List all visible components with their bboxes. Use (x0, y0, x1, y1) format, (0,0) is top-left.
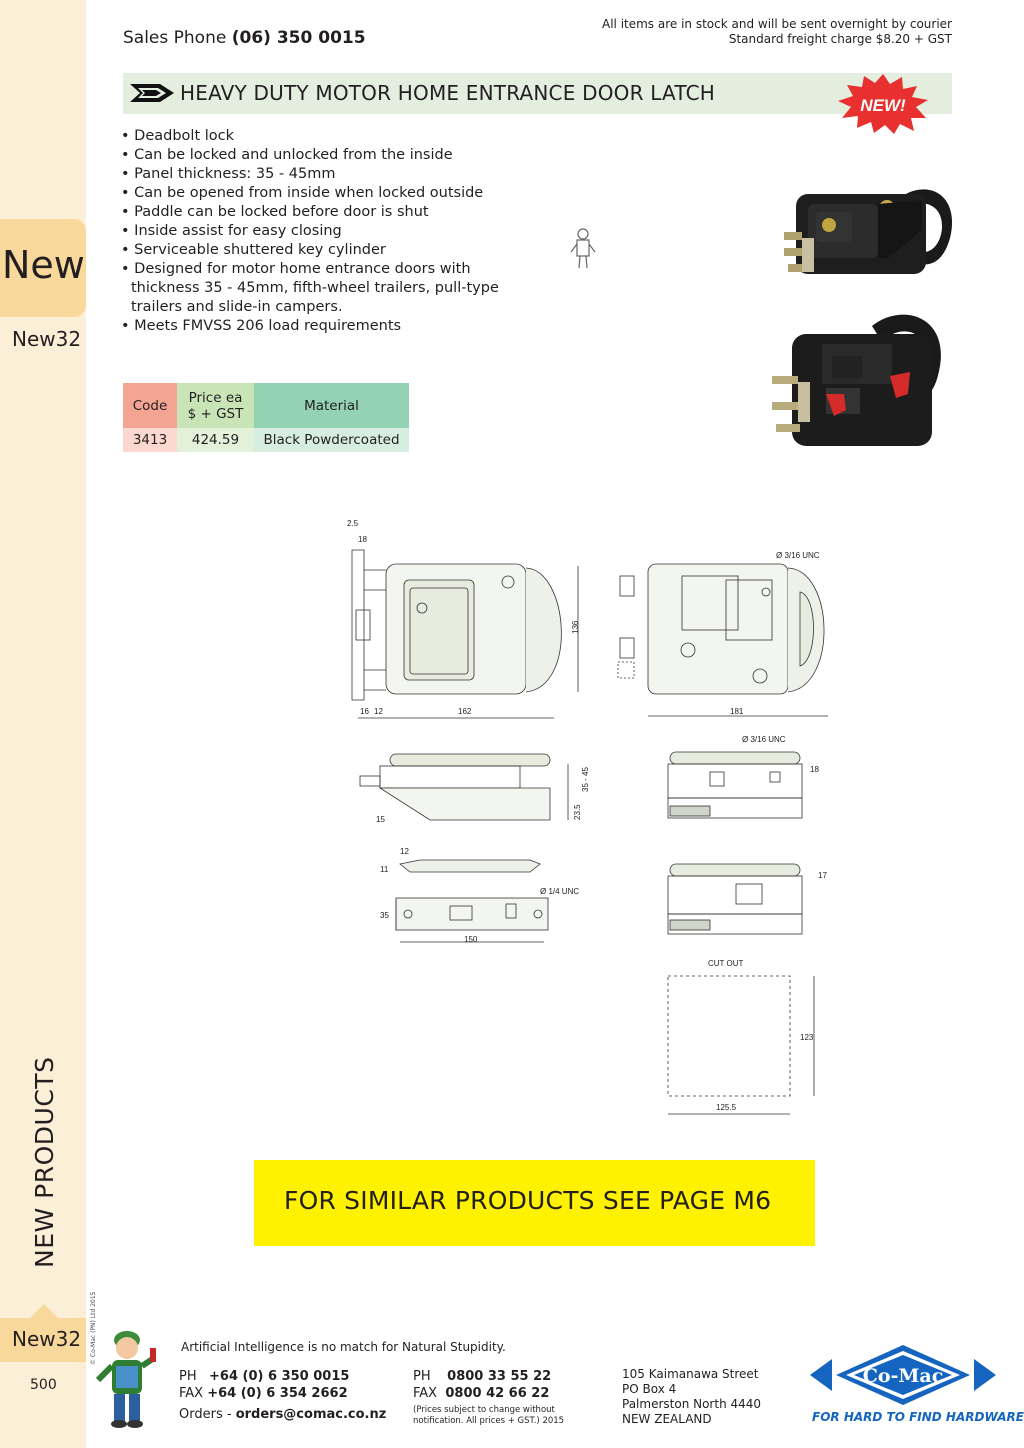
dim-label: 12 (374, 707, 383, 716)
dim-label: 12 (400, 847, 409, 856)
dim-label: 125.5 (716, 1103, 737, 1112)
address-line: PO Box 4 (622, 1382, 677, 1396)
stock-line-1: All items are in stock and will be sent overnight by courier (602, 17, 952, 31)
dim-label: Ø 1/4 UNC (540, 887, 580, 896)
address-line: Palmerston North 4440 (622, 1397, 762, 1411)
feature-item: • Meets FMVSS 206 load requirements (121, 318, 402, 334)
contact-phones (179, 1368, 349, 1402)
stock-line-2: Standard freight charge $8.20 + GST (728, 32, 952, 46)
feature-item: • Designed for motor home entrance doors with (121, 261, 471, 277)
similar-products-text: FOR SIMILAR PRODUCTS SEE PAGE M6 (284, 1186, 772, 1215)
sales-phone-number[interactable]: (06) 350 0015 (231, 28, 366, 48)
feature-item: • Inside assist for easy closing (121, 223, 342, 239)
dim-label: 162 (458, 707, 472, 716)
dim-label: 2.5 (347, 519, 359, 528)
feature-item: • Serviceable shuttered key cylinder (121, 242, 386, 258)
page-code: New32 (12, 327, 82, 351)
feature-item: thickness 35 - 45mm, fifth-wheel trailers, pull-type (131, 280, 499, 296)
table-header-row (123, 383, 409, 428)
logo-text: Co-Mac (862, 1365, 944, 1387)
footer-quote: Artificial Intelligence is no match for Natural Stupidity. (181, 1340, 506, 1354)
header-price-line2: $ + GST (187, 405, 244, 422)
orders-line (179, 1407, 386, 1422)
mascot-icon (92, 1322, 162, 1430)
header-material: Material (254, 383, 409, 428)
fax-number: +64 (0) 6 354 2662 (207, 1386, 348, 1401)
product-photo-back (772, 306, 952, 458)
header-code: Code (123, 383, 177, 428)
dim-label: 150 (464, 935, 478, 944)
product-photo-front (782, 168, 962, 304)
dim-label: 35 (380, 911, 389, 920)
new-badge-icon (836, 74, 930, 134)
price-note-line1: (Prices subject to change without (413, 1405, 555, 1415)
feature-item: • Can be opened from inside when locked outside (121, 185, 484, 201)
postal-address (622, 1367, 761, 1427)
freefax-number: 0800 42 66 22 (445, 1386, 550, 1401)
dim-label: 35 - 45 (581, 767, 590, 792)
orders-label: Orders - (179, 1407, 232, 1422)
price-note (413, 1405, 564, 1427)
dim-label: 136 (571, 620, 580, 634)
table-row (123, 428, 409, 452)
dim-label: 181 (730, 707, 744, 716)
feature-item: • Deadbolt lock (121, 128, 235, 144)
freephone-label: PH (413, 1369, 431, 1384)
dim-label: 15 (376, 815, 385, 824)
new-badge-text: NEW! (860, 96, 906, 115)
dim-label: Ø 3/16 UNC (742, 735, 786, 744)
fax-label: FAX (179, 1386, 204, 1401)
freefax-label: FAX (413, 1386, 438, 1401)
address-line: NEW ZEALAND (622, 1412, 712, 1426)
section-title-vertical: NEW PRODUCTS (30, 1056, 59, 1268)
freephone-number[interactable]: 0800 33 55 22 (447, 1369, 552, 1384)
phone-number[interactable]: +64 (0) 6 350 0015 (209, 1369, 350, 1384)
dim-label: 18 (810, 765, 819, 774)
mascot-small-icon (570, 226, 596, 270)
stock-note (602, 17, 952, 47)
orders-email-link[interactable]: orders@comac.co.nz (235, 1407, 387, 1422)
page-code-bottom: New32 (12, 1327, 82, 1351)
dim-label: 11 (380, 865, 389, 874)
section-tab-label: New (2, 243, 85, 287)
header-price (177, 383, 254, 428)
price-table (123, 383, 409, 452)
freephone-numbers (413, 1368, 551, 1402)
dim-label: 23.5 (573, 804, 582, 820)
price-note-line2: notification. All prices + GST.) 2015 (413, 1416, 565, 1426)
dim-label: Ø 3/16 UNC (776, 551, 820, 560)
feature-item: trailers and slide-in campers. (131, 299, 343, 315)
page-number: 500 (30, 1377, 57, 1393)
address-line: 105 Kaimanawa Street (622, 1367, 759, 1381)
tab-notch (30, 1304, 58, 1318)
cell-code: 3413 (123, 428, 177, 452)
cell-price: 424.59 (177, 428, 254, 452)
phone-label: PH (179, 1369, 197, 1384)
brand-tagline: FOR HARD TO FIND HARDWARE (812, 1410, 1024, 1424)
feature-item: • Can be locked and unlocked from the inside (121, 147, 453, 163)
arrow-icon (130, 82, 174, 104)
technical-drawing (330, 510, 850, 1130)
dim-label: 18 (358, 535, 367, 544)
feature-list (121, 127, 521, 336)
cell-material: Black Powdercoated (254, 428, 409, 452)
dim-label: 123 (800, 1033, 814, 1042)
comac-logo[interactable] (810, 1343, 996, 1407)
sales-phone (123, 28, 366, 48)
dim-label: 16 (360, 707, 369, 716)
dim-label: 17 (818, 871, 827, 880)
dim-label: CUT OUT (708, 959, 744, 968)
feature-item: • Paddle can be locked before door is shut (121, 204, 429, 220)
feature-item: • Panel thickness: 35 - 45mm (121, 166, 336, 182)
header-price-line1: Price ea (188, 389, 243, 406)
sales-phone-label: Sales Phone (123, 28, 227, 48)
copyright-note: © Co-Mac (PN) Ltd 2015 (90, 1291, 97, 1365)
product-title: HEAVY DUTY MOTOR HOME ENTRANCE DOOR LATCH (180, 81, 716, 105)
